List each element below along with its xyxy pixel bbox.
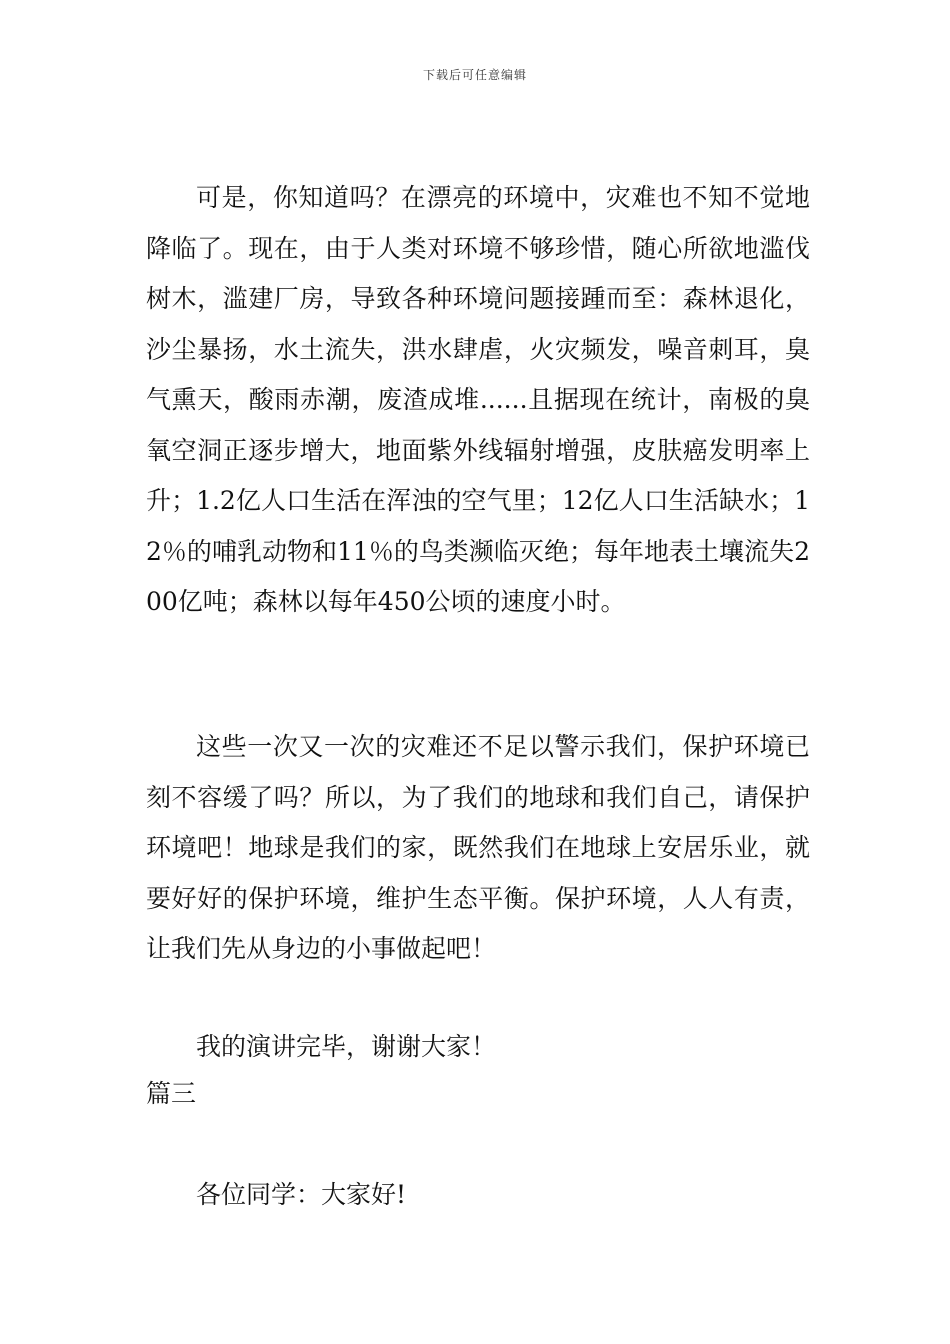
paragraph-text: 各位同学：大家好! bbox=[196, 1180, 407, 1209]
paragraph-disasters bbox=[146, 173, 810, 628]
paragraph-text: 我的演讲完毕，谢谢大家！ bbox=[196, 1032, 497, 1061]
section-heading: 篇三 bbox=[146, 1079, 197, 1108]
page-header-note: 下载后可任意编辑 bbox=[422, 68, 527, 82]
paragraph-greeting bbox=[146, 1170, 810, 1221]
paragraph-text: 这些一次又一次的灾难还不足以警示我们，保护环境已刻不容缓了吗？所以，为了我们的地球和我们自己，请保护环境吧！地球是我们的家，既然我们在地球上安居乐业，就要好好的保护环境，维护生态平衡。保护环境，人人有责，让我们先从身边的小事做起吧！ bbox=[146, 732, 810, 963]
paragraph-call-to-action bbox=[146, 722, 810, 975]
paragraph-closing bbox=[146, 1022, 810, 1073]
paragraph-text: 可是，你知道吗？在漂亮的环境中，灾难也不知不觉地降临了。现在，由于人类对环境不够珍惜，随心所欲地滥伐树木，滥建厂房，导致各种环境问题接踵而至：森林退化，沙尘暴扬，水土流失，洪水肆虐，火灾频发，噪音刺耳，臭气熏天，酸雨赤潮，废渣成堆......且据现在统计，南极的臭氧空洞正逐步增大，地面紫外线辐射增强，皮肤癌发明率上升；1.2亿人口生活在浑浊的空气里；12亿人口生活缺水；12％的哺乳动物和11％的鸟类濒临灭绝；每年地表土壤流失200亿吨；森林以每年450公顷的速度小时。 bbox=[146, 183, 810, 616]
